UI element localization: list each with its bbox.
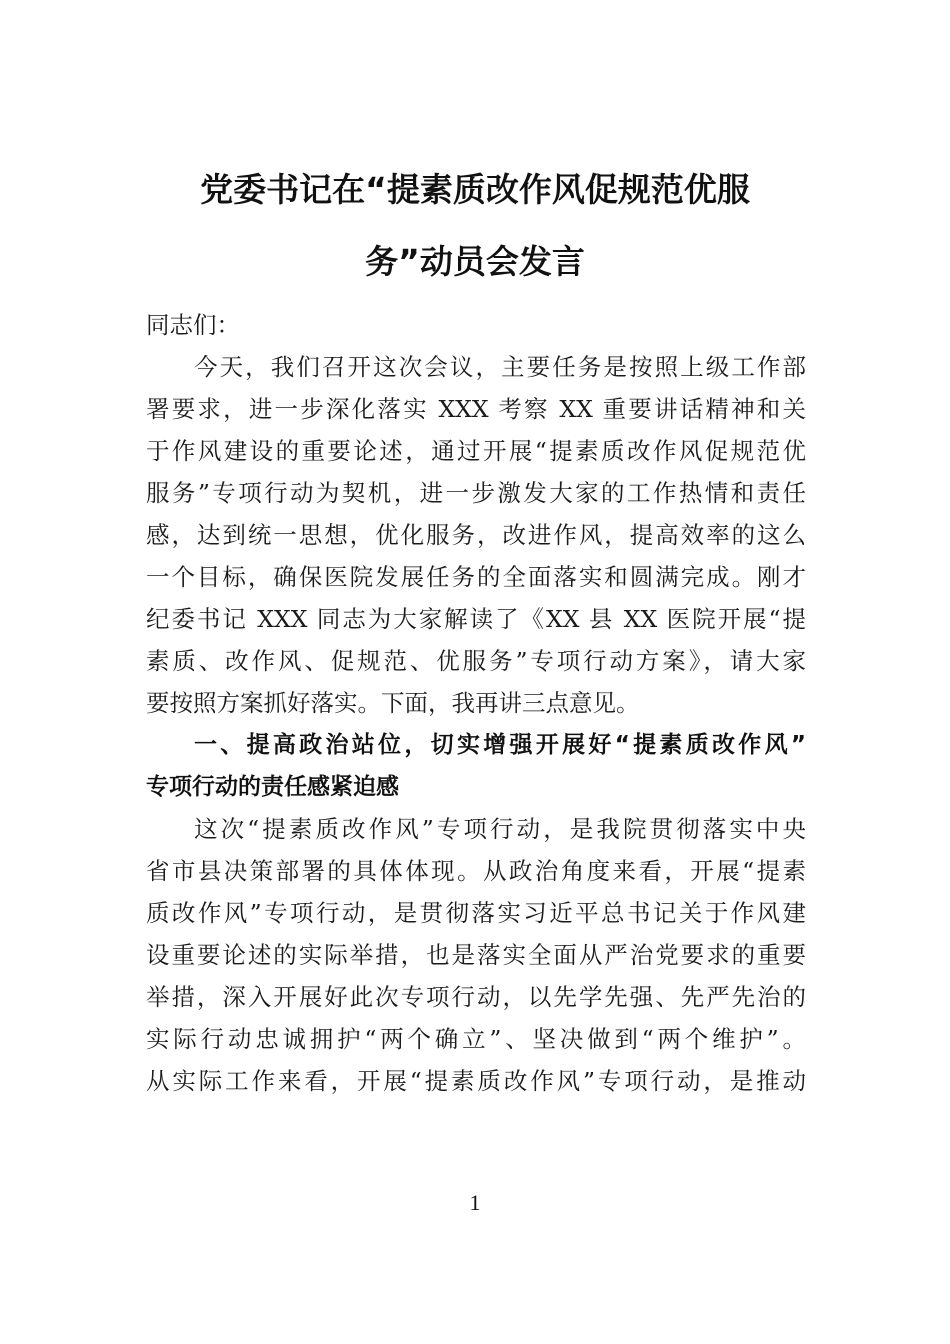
page-number: 1 (469, 1190, 481, 1215)
paragraph-line: 一个目标，确保医院发展任务的全面落实和圆满完成。刚才 (146, 563, 806, 591)
paragraph-line: 于作风建设的重要论述，通过开展“提素质改作风促规范优 (146, 437, 806, 465)
paragraph-line: 感，达到统一思想，优化服务，改进作风，提高效率的这么 (146, 521, 806, 549)
paragraph-line: 署要求，进一步深化落实 XXX 考察 XX 重要讲话精神和关 (146, 395, 806, 423)
paragraph-line: 实际行动忠诚拥护“两个确立”、坚决做到“两个维护”。 (146, 1025, 806, 1053)
document-title-line-2: 务”动员会发言 (365, 242, 585, 281)
paragraph-line: 设重要论述的实际举措，也是落实全面从严治党要求的重要 (146, 941, 806, 969)
paragraph-line: 纪委书记 XXX 同志为大家解读了《XX 县 XX 医院开展“提 (146, 605, 806, 633)
section-heading-line-1: 一、提高政治站位，切实增强开展好“提素质改作风” (194, 732, 806, 758)
section-heading-line-2: 专项行动的责任感紧迫感 (146, 774, 399, 800)
paragraph-line: 从实际工作来看，开展“提素质改作风”专项行动，是推动 (146, 1067, 806, 1095)
paragraph-line: 质改作风”专项行动，是贯彻落实习近平总书记关于作风建 (146, 899, 806, 927)
paragraph-line: 省市县决策部署的具体体现。从政治角度来看，开展“提素 (146, 857, 806, 885)
paragraph-line: 服务”专项行动为契机，进一步激发大家的工作热情和责任 (146, 479, 806, 507)
salutation: 同志们： (146, 311, 240, 339)
paragraph-line: 要按照方案抓好落实。下面，我再讲三点意见。 (146, 689, 640, 717)
paragraph-line: 这次“提素质改作风”专项行动，是我院贯彻落实中央 (194, 815, 806, 843)
paragraph-line: 素质、改作风、促规范、优服务”专项行动方案》，请大家 (146, 647, 806, 675)
paragraph-line: 举措，深入开展好此次专项行动，以先学先强、先严先治的 (146, 983, 806, 1011)
document-title-line-1: 党委书记在“提素质改作风促规范优服 (200, 170, 750, 209)
paragraph-line: 今天，我们召开这次会议，主要任务是按照上级工作部 (194, 353, 806, 381)
